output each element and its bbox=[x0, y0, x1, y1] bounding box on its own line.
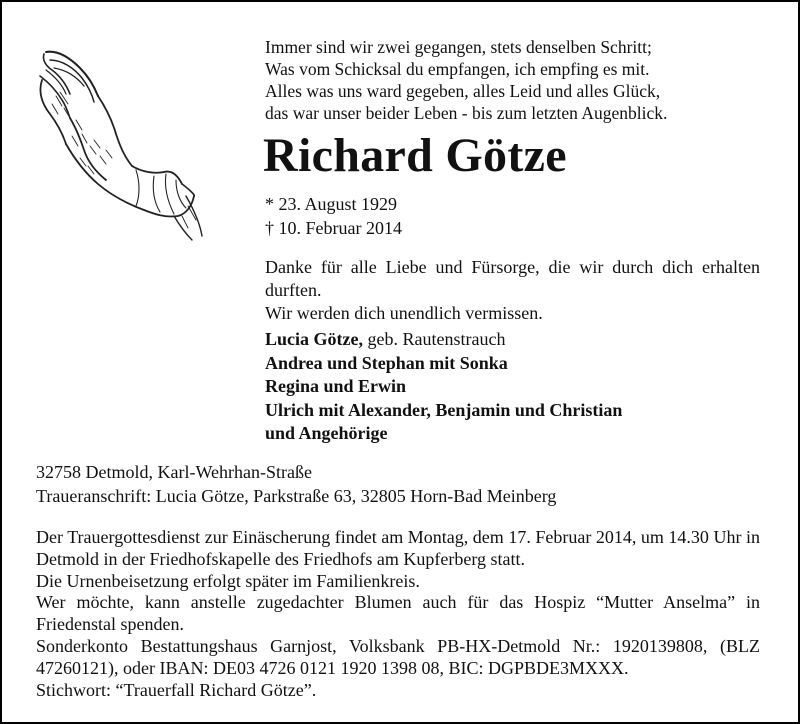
poem-line: Immer sind wir zwei gegangen, stets denselben Schritt; bbox=[265, 37, 652, 57]
poem bbox=[265, 36, 765, 124]
address-block bbox=[36, 460, 766, 508]
birth-date: * 23. August 1929 bbox=[265, 194, 398, 214]
mourner-line: Andrea und Stephan mit Sonka bbox=[265, 352, 508, 373]
mourners-list bbox=[265, 328, 765, 446]
mourner-line: Ulrich mit Alexander, Benjamin und Christian bbox=[265, 399, 623, 420]
thanks-line: Wir werden dich unendlich vermissen. bbox=[265, 303, 543, 323]
mourner-line: und Angehörige bbox=[265, 423, 388, 443]
service-paragraph: Der Trauergottesdienst zur Einäscherung findet am Montag, dem 17. Februar 2014, um 14.30 Uhr in Detmold in der Friedhofskapelle des Friedhofs am Kupferberg statt. bbox=[36, 527, 760, 569]
residence-address: 32758 Detmold, Karl-Wehrhan-Straße bbox=[36, 462, 312, 482]
life-dates bbox=[265, 192, 402, 240]
service-paragraph: Wer möchte, kann anstelle zugedachter Blumen auch für das Hospiz “Mutter Anselma” in Friedenstal spenden. bbox=[36, 592, 760, 635]
mourner-lead-maiden: geb. Rautenstrauch bbox=[362, 329, 506, 349]
mourner-lead bbox=[265, 328, 765, 352]
service-information bbox=[36, 527, 760, 701]
mourning-address: Traueranschrift: Lucia Götze, Parkstraße 63, 32805 Horn-Bad Meinberg bbox=[36, 486, 557, 506]
death-date: † 10. Februar 2014 bbox=[265, 218, 402, 238]
service-paragraph: Sonderkonto Bestattungshaus Garnjost, Volksbank PB-HX-Detmold Nr.: 1920139808, (BLZ 47260121), oder IBAN: DE03 4726 0121 1920 1398 08, BIC: DGPBDE3MXXX. bbox=[36, 635, 760, 678]
service-paragraph: Stichwort: “Trauerfall Richard Götze”. bbox=[36, 679, 317, 700]
poem-line: Alles was uns ward gegeben, alles Leid und alles Glück, bbox=[265, 81, 661, 101]
praying-hands-icon bbox=[36, 46, 208, 242]
mourner-line: Regina und Erwin bbox=[265, 376, 407, 396]
service-paragraph: Die Urnenbeisetzung erfolgt später im Familienkreis. bbox=[36, 570, 420, 591]
poem-line: Was vom Schicksal du empfangen, ich empfing es mit. bbox=[265, 59, 650, 79]
deceased-name: Richard Götze bbox=[263, 129, 567, 182]
thanks-line: Danke für alle Liebe und Fürsorge, die wir durch dich erhalten durften. bbox=[265, 257, 760, 300]
mourner-lead-name: Lucia Götze, bbox=[265, 329, 363, 349]
thanks-text bbox=[265, 256, 760, 325]
poem-line: das war unser beider Leben - bis zum letzten Augenblick. bbox=[265, 103, 668, 123]
